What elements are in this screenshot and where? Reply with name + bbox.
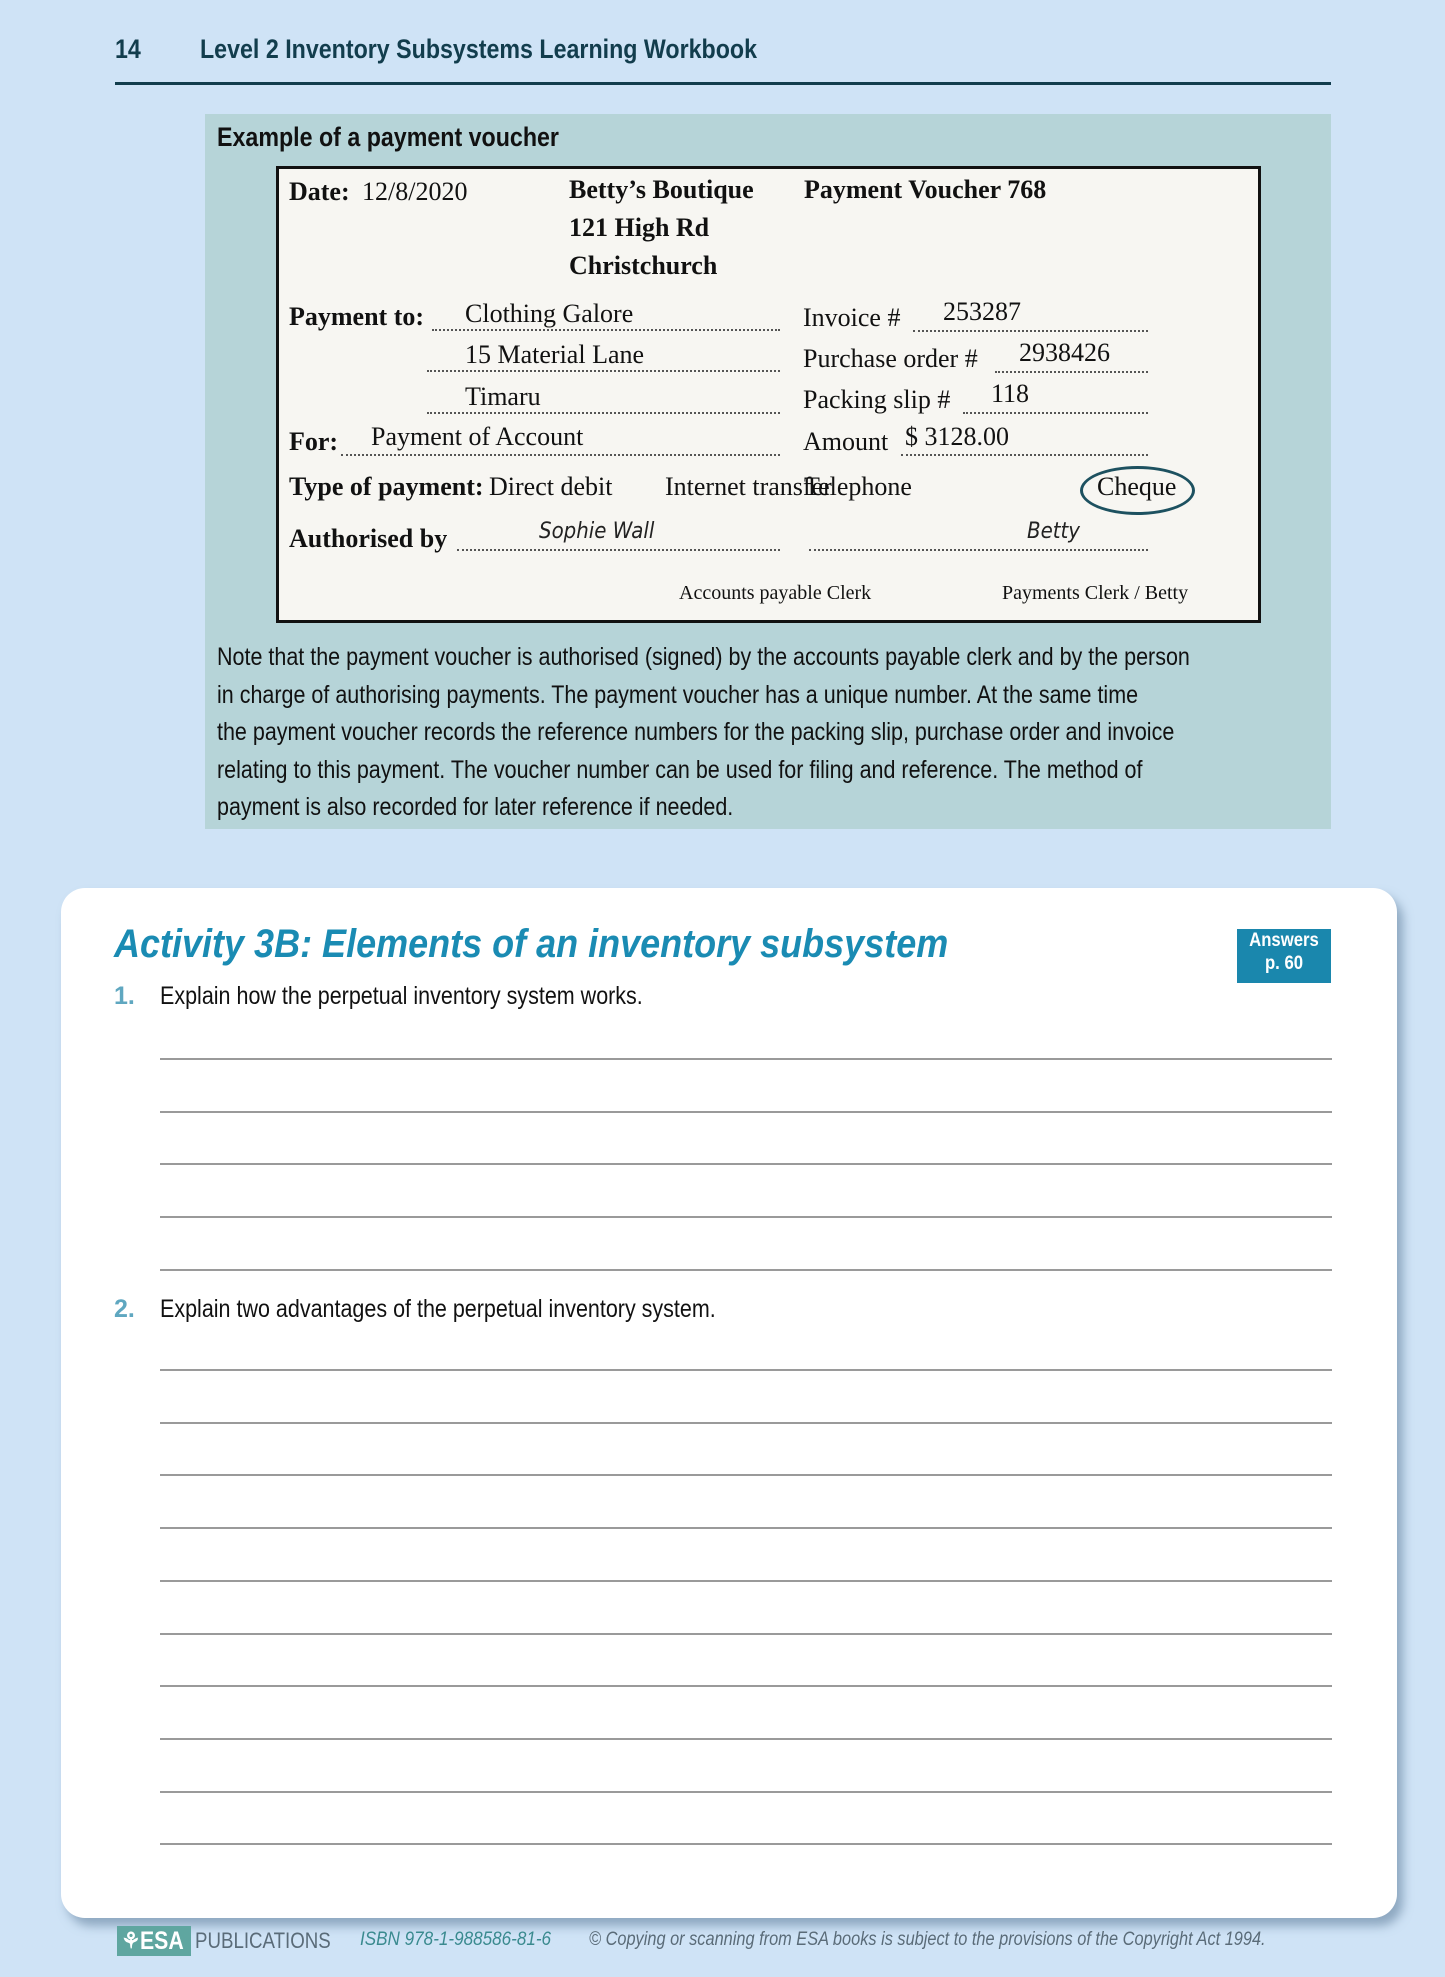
publisher-name: PUBLICATIONS — [195, 1928, 331, 1953]
date-label: Date: — [289, 177, 350, 206]
answers-page: p. 60 — [1264, 953, 1304, 974]
book-title: Level 2 Inventory Subsystems Learning Workbook — [200, 34, 758, 64]
page-number: 14 — [115, 34, 141, 64]
signature-sophie-wall: Sophie Wall — [539, 519, 655, 544]
invoice-label: Invoice # — [803, 303, 901, 332]
question-text: Explain how the perpetual inventory system works. — [160, 982, 643, 1010]
esa-logo — [117, 1926, 191, 1956]
answers-badge[interactable] — [1237, 929, 1331, 983]
answer-line[interactable] — [160, 1422, 1332, 1424]
question-text: Explain two advantages of the perpetual inventory system. — [160, 1295, 716, 1323]
page-header — [115, 30, 1331, 84]
note-line: in charge of authorising payments. The payment voucher has a unique number. At the same time — [217, 680, 1139, 709]
logo-text: ESA — [140, 1927, 184, 1955]
answer-line[interactable] — [160, 1269, 1332, 1271]
amount-dots — [901, 454, 1148, 456]
answer-line[interactable] — [160, 1369, 1332, 1371]
voucher-number-title: Payment Voucher 768 — [804, 175, 1047, 204]
payment-to-label: Payment to: — [289, 302, 425, 331]
payee-city: Timaru — [465, 382, 541, 411]
note-line: the payment voucher records the reference numbers for the packing slip, purchase order and invoice — [217, 718, 1175, 746]
business-street: 121 High Rd — [569, 213, 710, 242]
for-dots — [341, 454, 780, 456]
payment-type-telephone: Telephone — [804, 472, 912, 501]
packing-slip-label: Packing slip # — [803, 385, 951, 414]
copyright-notice: © Copying or scanning from ESA books is subject to the provisions of the Copyright Act 1994. — [589, 1929, 1266, 1950]
activity-card — [61, 888, 1397, 1918]
payee-line-2-dots — [427, 370, 780, 372]
answer-line[interactable] — [160, 1580, 1332, 1582]
question-1 — [114, 982, 721, 1011]
role-accounts-payable-clerk: Accounts payable Clerk — [679, 582, 872, 604]
explanation-note — [217, 639, 1317, 827]
example-title: Example of a payment voucher — [217, 122, 559, 152]
payment-type-cheque: Cheque — [1097, 472, 1177, 501]
question-number: 1. — [114, 982, 135, 1010]
answer-line[interactable] — [160, 1216, 1332, 1218]
example-section — [205, 114, 1331, 829]
invoice-value: 253287 — [943, 297, 1021, 326]
note-line: payment is also recorded for later reference if needed. — [217, 793, 734, 821]
role-payments-clerk: Payments Clerk / Betty — [1002, 582, 1189, 604]
amount-label: Amount — [803, 427, 889, 456]
header-divider — [115, 82, 1331, 85]
payment-type-label: Type of payment: — [289, 472, 484, 501]
amount-value: $ 3128.00 — [905, 422, 1009, 451]
payment-voucher — [276, 166, 1261, 623]
payee-street: 15 Material Lane — [465, 340, 645, 369]
purchase-order-label: Purchase order # — [803, 344, 978, 373]
answer-line[interactable] — [160, 1111, 1332, 1113]
packing-slip-value: 118 — [991, 379, 1030, 408]
answer-line[interactable] — [160, 1058, 1332, 1060]
business-city: Christchurch — [569, 251, 718, 280]
authorised-by-label: Authorised by — [289, 524, 448, 553]
business-name: Betty’s Boutique — [569, 175, 754, 204]
answer-line[interactable] — [160, 1633, 1332, 1635]
for-label: For: — [289, 427, 339, 456]
invoice-dots — [913, 330, 1148, 332]
payee-line-1-dots — [432, 329, 780, 331]
answer-line[interactable] — [160, 1843, 1332, 1845]
packing-slip-dots — [963, 412, 1148, 414]
answer-line[interactable] — [160, 1163, 1332, 1165]
signature-1-dots — [457, 549, 780, 551]
answer-line[interactable] — [160, 1738, 1332, 1740]
payment-type-direct-debit: Direct debit — [489, 472, 613, 501]
purchase-order-dots — [995, 371, 1148, 373]
activity-title: Activity 3B: Elements of an inventory subsystem — [114, 922, 949, 966]
signature-2-dots — [809, 549, 1148, 551]
answer-line[interactable] — [160, 1791, 1332, 1793]
answers-label: Answers — [1249, 930, 1319, 951]
question-number: 2. — [114, 1295, 135, 1323]
page-footer — [117, 1926, 1337, 1956]
date-value: 12/8/2020 — [362, 177, 468, 206]
note-line: Note that the payment voucher is authorised (signed) by the accounts payable clerk and by the person — [217, 643, 1190, 671]
payee-line-3-dots — [427, 412, 780, 414]
answer-line[interactable] — [160, 1474, 1332, 1476]
answer-line[interactable] — [160, 1685, 1332, 1687]
tree-icon: ⚘ — [121, 1928, 141, 1953]
signature-betty: Betty — [1027, 519, 1081, 544]
purchase-order-value: 2938426 — [1019, 338, 1110, 367]
answer-line[interactable] — [160, 1527, 1332, 1529]
note-line: relating to this payment. The voucher number can be used for filing and reference. The method of — [217, 755, 1143, 784]
question-2 — [114, 1295, 806, 1324]
isbn: ISBN 978-1-988586-81-6 — [360, 1929, 552, 1950]
payee-name: Clothing Galore — [465, 299, 634, 328]
payment-type-internet-transfer: Internet transfer — [665, 472, 832, 501]
for-value: Payment of Account — [371, 422, 584, 451]
